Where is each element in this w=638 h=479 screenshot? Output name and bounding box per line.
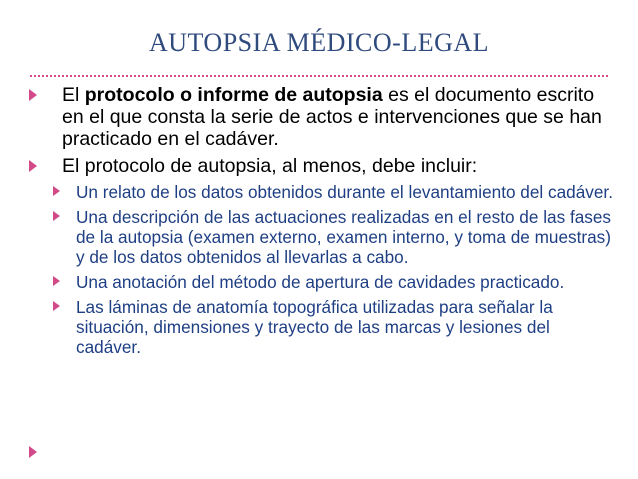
- subbullet-arrow-icon: [53, 211, 60, 221]
- subbullet-levantamiento: [26, 182, 616, 202]
- subbullet-actuaciones: [26, 207, 616, 267]
- slide-title: AUTOPSIA MÉDICO-LEGAL: [148, 28, 490, 57]
- bullet-text-prefix: El: [62, 84, 85, 106]
- bullet-text-suffix: es el documento escrito en el que consta la serie de actos e intervenciones que se han practicado en el cadáver.: [62, 84, 602, 150]
- bullet-text-bold: protocolo o informe de autopsia: [84, 84, 383, 106]
- bullet-protocol-definition: [26, 84, 616, 150]
- subbullet-metodo-apertura: [26, 272, 616, 292]
- title-divider: [30, 75, 608, 77]
- subbullet-text: Un relato de los datos obtenidos durante el levantamiento del cadáver.: [76, 182, 613, 202]
- empty-bullet-arrow-icon: [29, 446, 37, 458]
- bullet-text: El protocolo de autopsia, al menos, debe incluir:: [62, 155, 478, 177]
- bullet-protocol-contents: [26, 155, 616, 177]
- bullet-arrow-icon: [29, 160, 37, 172]
- subbullet-laminas: [26, 297, 616, 357]
- slide-content: [26, 84, 616, 362]
- subbullet-arrow-icon: [53, 186, 60, 196]
- subbullet-text: Las láminas de anatomía topográfica utilizadas para señalar la situación, dimensiones y trayecto de las marcas y lesiones del cadáver.: [76, 297, 553, 357]
- bullet-arrow-icon: [29, 89, 37, 101]
- subbullet-text: Una anotación del método de apertura de cavidades practicado.: [76, 272, 565, 292]
- subbullet-arrow-icon: [53, 301, 60, 311]
- subbullet-text: Una descripción de las actuaciones realizadas en el resto de las fases de la autopsia (examen externo, examen interno, y toma de muestras) y de los datos obtenidos al llevarlas a cabo.: [76, 207, 612, 267]
- subbullet-arrow-icon: [53, 276, 60, 286]
